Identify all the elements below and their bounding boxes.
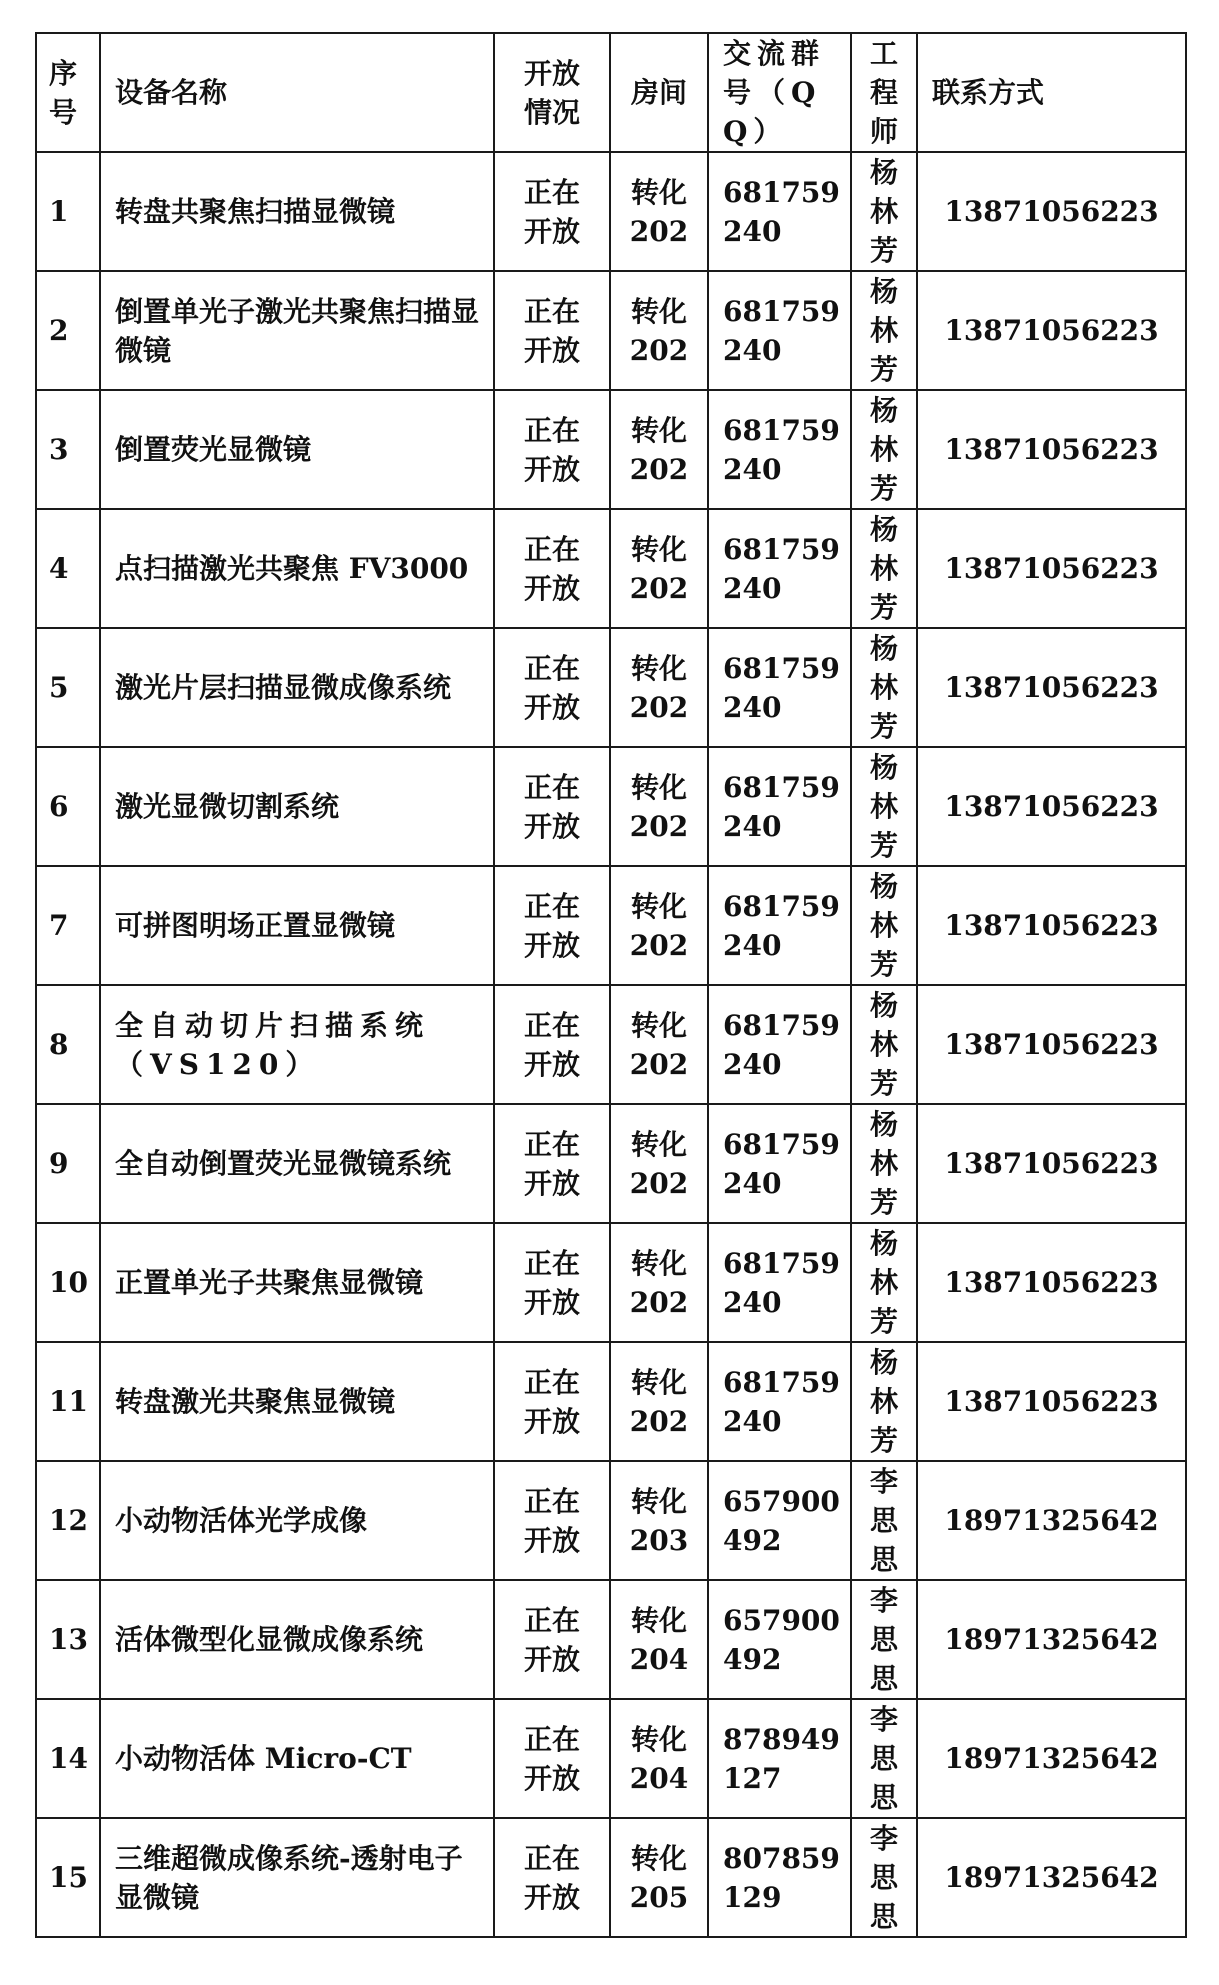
- row-engineer-cell: [851, 1104, 917, 1223]
- row-contact: 18971325642: [944, 1504, 1159, 1537]
- row-room: 转化202: [629, 413, 689, 486]
- row-contact: 13871056223: [944, 1147, 1159, 1180]
- row-engineer: 杨林芳: [869, 632, 898, 743]
- row-no: 8: [49, 1028, 69, 1061]
- row-contact-cell: [917, 152, 1186, 271]
- table-row: [36, 1104, 1186, 1223]
- row-qq-group: 681759240: [723, 175, 840, 248]
- row-qq-group: 681759240: [723, 1008, 840, 1081]
- row-engineer-cell: [851, 1342, 917, 1461]
- row-equipment-name: 转盘共聚焦扫描显微镜: [115, 195, 396, 228]
- row-contact: 13871056223: [944, 552, 1159, 585]
- row-qq-group-cell: [708, 1818, 851, 1937]
- row-contact: 13871056223: [944, 671, 1159, 704]
- row-no-cell: [36, 1104, 100, 1223]
- row-open-status-cell: [494, 271, 610, 390]
- row-equipment-name-cell: [100, 985, 494, 1104]
- row-engineer-cell: [851, 509, 917, 628]
- table-row: [36, 509, 1186, 628]
- row-equipment-name-cell: [100, 271, 494, 390]
- header-contact-cell: [917, 33, 1186, 152]
- row-room: 转化202: [629, 1008, 689, 1081]
- row-equipment-name-cell: [100, 628, 494, 747]
- row-room: 转化202: [629, 1127, 689, 1200]
- row-no-cell: [36, 1223, 100, 1342]
- row-open-status: 正在开放: [523, 889, 580, 962]
- row-equipment-name-cell: [100, 1818, 494, 1937]
- row-room-cell: [610, 509, 708, 628]
- row-no-cell: [36, 1342, 100, 1461]
- row-qq-group: 681759240: [723, 1365, 840, 1438]
- row-no: 5: [49, 671, 69, 704]
- row-no: 9: [49, 1147, 69, 1180]
- header-contact: 联系方式: [932, 76, 1045, 109]
- row-qq-group: 681759240: [723, 413, 840, 486]
- row-room-cell: [610, 628, 708, 747]
- row-engineer-cell: [851, 1699, 917, 1818]
- row-contact-cell: [917, 1342, 1186, 1461]
- row-engineer-cell: [851, 390, 917, 509]
- row-contact: 18971325642: [944, 1861, 1159, 1894]
- row-room-cell: [610, 1818, 708, 1937]
- row-qq-group: 681759240: [723, 889, 840, 962]
- row-no-cell: [36, 509, 100, 628]
- row-equipment-name: 点扫描激光共聚焦 FV3000: [115, 552, 469, 585]
- header-room: 房间: [630, 76, 687, 109]
- row-no-cell: [36, 747, 100, 866]
- row-contact-cell: [917, 1580, 1186, 1699]
- row-qq-group-cell: [708, 1580, 851, 1699]
- row-no-cell: [36, 271, 100, 390]
- row-no: 15: [49, 1861, 88, 1894]
- row-engineer: 李思思: [869, 1584, 898, 1695]
- row-open-status: 正在开放: [523, 1246, 580, 1319]
- row-qq-group: 681759240: [723, 1127, 840, 1200]
- row-room: 转化202: [629, 532, 689, 605]
- row-room: 转化202: [629, 651, 689, 724]
- row-open-status: 正在开放: [523, 1722, 580, 1795]
- row-engineer: 李思思: [869, 1822, 898, 1933]
- table-row: [36, 271, 1186, 390]
- row-no-cell: [36, 152, 100, 271]
- row-room: 转化202: [629, 1246, 689, 1319]
- row-qq-group-cell: [708, 271, 851, 390]
- row-no: 11: [49, 1385, 88, 1418]
- row-open-status: 正在开放: [523, 413, 580, 486]
- table-row: [36, 152, 1186, 271]
- row-open-status: 正在开放: [523, 770, 580, 843]
- row-equipment-name-cell: [100, 1461, 494, 1580]
- table-row: [36, 1580, 1186, 1699]
- row-open-status-cell: [494, 866, 610, 985]
- row-engineer: 杨林芳: [869, 1227, 898, 1338]
- table-row: [36, 747, 1186, 866]
- row-qq-group-cell: [708, 1461, 851, 1580]
- row-engineer-cell: [851, 1818, 917, 1937]
- row-qq-group-cell: [708, 985, 851, 1104]
- row-open-status: 正在开放: [523, 294, 580, 367]
- row-no: 10: [49, 1266, 88, 1299]
- table-row: [36, 390, 1186, 509]
- table-row: [36, 1818, 1186, 1937]
- row-equipment-name-cell: [100, 1580, 494, 1699]
- header-open: 开放情况: [523, 56, 580, 129]
- table-header-row: [36, 33, 1186, 152]
- row-engineer: 杨林芳: [869, 1346, 898, 1457]
- row-contact: 18971325642: [944, 1742, 1159, 1775]
- row-no-cell: [36, 390, 100, 509]
- row-open-status: 正在开放: [523, 651, 580, 724]
- row-room-cell: [610, 1342, 708, 1461]
- row-qq-group-cell: [708, 628, 851, 747]
- row-qq-group: 681759240: [723, 294, 840, 367]
- row-engineer: 杨林芳: [869, 156, 898, 267]
- table-row: [36, 1699, 1186, 1818]
- header-open-cell: [494, 33, 610, 152]
- row-room-cell: [610, 985, 708, 1104]
- row-no-cell: [36, 985, 100, 1104]
- row-engineer-cell: [851, 1580, 917, 1699]
- header-engineer: 工程师: [869, 37, 898, 148]
- table-row: [36, 1223, 1186, 1342]
- header-engineer-cell: [851, 33, 917, 152]
- row-open-status-cell: [494, 509, 610, 628]
- row-qq-group-cell: [708, 1342, 851, 1461]
- row-room-cell: [610, 1461, 708, 1580]
- row-room-cell: [610, 271, 708, 390]
- row-no: 1: [49, 195, 69, 228]
- row-open-status: 正在开放: [523, 1841, 580, 1914]
- row-contact-cell: [917, 1223, 1186, 1342]
- row-open-status-cell: [494, 1461, 610, 1580]
- row-contact: 13871056223: [944, 790, 1159, 823]
- row-room-cell: [610, 1699, 708, 1818]
- row-no: 7: [49, 909, 69, 942]
- row-no: 13: [49, 1623, 88, 1656]
- row-engineer: 杨林芳: [869, 1108, 898, 1219]
- row-open-status-cell: [494, 390, 610, 509]
- row-engineer: 杨林芳: [869, 275, 898, 386]
- row-open-status-cell: [494, 1818, 610, 1937]
- row-qq-group-cell: [708, 509, 851, 628]
- row-contact-cell: [917, 509, 1186, 628]
- row-qq-group: 681759240: [723, 770, 840, 843]
- row-open-status-cell: [494, 628, 610, 747]
- header-name-cell: [100, 33, 494, 152]
- row-equipment-name: 全自动倒置荧光显微镜系统: [115, 1147, 452, 1180]
- row-room: 转化204: [629, 1722, 689, 1795]
- row-engineer-cell: [851, 985, 917, 1104]
- row-room: 转化202: [629, 1365, 689, 1438]
- row-equipment-name: 可拼图明场正置显微镜: [115, 909, 396, 942]
- row-engineer: 李思思: [869, 1465, 898, 1576]
- row-open-status: 正在开放: [523, 1484, 580, 1557]
- row-qq-group-cell: [708, 1223, 851, 1342]
- row-qq-group-cell: [708, 866, 851, 985]
- row-engineer-cell: [851, 271, 917, 390]
- row-engineer-cell: [851, 152, 917, 271]
- row-open-status: 正在开放: [523, 1008, 580, 1081]
- row-open-status-cell: [494, 1699, 610, 1818]
- row-no: 14: [49, 1742, 88, 1775]
- row-no: 12: [49, 1504, 88, 1537]
- row-qq-group: 681759240: [723, 1246, 840, 1319]
- row-equipment-name: 激光显微切割系统: [115, 790, 340, 823]
- row-qq-group: 878949127: [723, 1722, 840, 1795]
- row-room: 转化205: [629, 1841, 689, 1914]
- row-no: 4: [49, 552, 69, 585]
- row-contact: 13871056223: [944, 909, 1159, 942]
- row-qq-group-cell: [708, 390, 851, 509]
- row-room: 转化202: [629, 175, 689, 248]
- row-contact-cell: [917, 1461, 1186, 1580]
- row-room-cell: [610, 152, 708, 271]
- row-engineer-cell: [851, 747, 917, 866]
- row-room-cell: [610, 1104, 708, 1223]
- row-open-status: 正在开放: [523, 532, 580, 605]
- row-contact: 13871056223: [944, 1385, 1159, 1418]
- row-equipment-name: 转盘激光共聚焦显微镜: [115, 1385, 396, 1418]
- row-engineer-cell: [851, 866, 917, 985]
- header-qq-cell: [708, 33, 851, 152]
- table-row: [36, 985, 1186, 1104]
- row-open-status: 正在开放: [523, 1603, 580, 1676]
- row-room-cell: [610, 1223, 708, 1342]
- row-contact: 13871056223: [944, 195, 1159, 228]
- row-qq-group: 681759240: [723, 532, 840, 605]
- table-row: [36, 628, 1186, 747]
- row-qq-group-cell: [708, 1104, 851, 1223]
- row-qq-group: 657900492: [723, 1603, 840, 1676]
- row-contact: 13871056223: [944, 1266, 1159, 1299]
- row-equipment-name: 三维超微成像系统-透射电子显微镜: [115, 1841, 463, 1914]
- row-contact-cell: [917, 747, 1186, 866]
- row-equipment-name: 激光片层扫描显微成像系统: [115, 671, 452, 704]
- row-no-cell: [36, 1580, 100, 1699]
- row-contact-cell: [917, 1699, 1186, 1818]
- row-equipment-name-cell: [100, 152, 494, 271]
- row-equipment-name-cell: [100, 1104, 494, 1223]
- row-contact-cell: [917, 1104, 1186, 1223]
- row-open-status-cell: [494, 1104, 610, 1223]
- table-row: [36, 866, 1186, 985]
- row-no: 3: [49, 433, 69, 466]
- row-room: 转化204: [629, 1603, 689, 1676]
- row-open-status-cell: [494, 152, 610, 271]
- row-open-status: 正在开放: [523, 1127, 580, 1200]
- row-no-cell: [36, 1461, 100, 1580]
- row-room-cell: [610, 390, 708, 509]
- header-room-cell: [610, 33, 708, 152]
- row-contact: 18971325642: [944, 1623, 1159, 1656]
- row-qq-group: 657900492: [723, 1484, 840, 1557]
- row-open-status-cell: [494, 1580, 610, 1699]
- row-contact: 13871056223: [944, 1028, 1159, 1061]
- row-equipment-name-cell: [100, 1699, 494, 1818]
- row-equipment-name-cell: [100, 747, 494, 866]
- row-equipment-name: 正置单光子共聚焦显微镜: [115, 1266, 424, 1299]
- row-engineer: 杨林芳: [869, 989, 898, 1100]
- row-equipment-name-cell: [100, 866, 494, 985]
- row-open-status-cell: [494, 985, 610, 1104]
- row-equipment-name: 倒置荧光显微镜: [115, 433, 312, 466]
- row-contact-cell: [917, 271, 1186, 390]
- row-room-cell: [610, 1580, 708, 1699]
- row-room: 转化202: [629, 294, 689, 367]
- header-no-cell: [36, 33, 100, 152]
- row-contact: 13871056223: [944, 314, 1159, 347]
- row-contact-cell: [917, 1818, 1186, 1937]
- header-qq: 交流群号（QQ）: [723, 37, 826, 148]
- row-equipment-name: 小动物活体光学成像: [115, 1504, 368, 1537]
- row-no-cell: [36, 628, 100, 747]
- row-engineer-cell: [851, 1461, 917, 1580]
- table-row: [36, 1461, 1186, 1580]
- row-engineer-cell: [851, 1223, 917, 1342]
- row-engineer: 杨林芳: [869, 394, 898, 505]
- row-open-status-cell: [494, 1223, 610, 1342]
- row-no: 6: [49, 790, 69, 823]
- row-qq-group-cell: [708, 152, 851, 271]
- row-engineer: 李思思: [869, 1703, 898, 1814]
- row-equipment-name-cell: [100, 1342, 494, 1461]
- row-equipment-name-cell: [100, 390, 494, 509]
- equipment-table-container: [35, 32, 1185, 1938]
- row-no: 2: [49, 314, 69, 347]
- row-no-cell: [36, 866, 100, 985]
- row-engineer: 杨林芳: [869, 870, 898, 981]
- row-equipment-name: 活体微型化显微成像系统: [115, 1623, 424, 1656]
- row-equipment-name-cell: [100, 1223, 494, 1342]
- row-no-cell: [36, 1818, 100, 1937]
- row-equipment-name: 倒置单光子激光共聚焦扫描显微镜: [115, 294, 480, 367]
- row-engineer: 杨林芳: [869, 513, 898, 624]
- row-equipment-name: 小动物活体 Micro-CT: [115, 1742, 412, 1775]
- equipment-table: [35, 32, 1187, 1938]
- row-room-cell: [610, 866, 708, 985]
- row-room: 转化202: [629, 889, 689, 962]
- row-open-status: 正在开放: [523, 1365, 580, 1438]
- header-no: 序号: [49, 56, 78, 129]
- row-open-status-cell: [494, 747, 610, 866]
- row-no-cell: [36, 1699, 100, 1818]
- row-contact-cell: [917, 628, 1186, 747]
- row-equipment-name: 全自动切片扫描系统（VS120）: [115, 1008, 431, 1081]
- row-room-cell: [610, 747, 708, 866]
- row-room: 转化203: [629, 1484, 689, 1557]
- row-open-status: 正在开放: [523, 175, 580, 248]
- row-equipment-name-cell: [100, 509, 494, 628]
- row-open-status-cell: [494, 1342, 610, 1461]
- table-row: [36, 1342, 1186, 1461]
- row-contact-cell: [917, 985, 1186, 1104]
- row-contact-cell: [917, 866, 1186, 985]
- row-qq-group: 681759240: [723, 651, 840, 724]
- row-qq-group-cell: [708, 747, 851, 866]
- row-qq-group-cell: [708, 1699, 851, 1818]
- row-room: 转化202: [629, 770, 689, 843]
- row-qq-group: 807859129: [723, 1841, 840, 1914]
- row-contact: 13871056223: [944, 433, 1159, 466]
- row-engineer-cell: [851, 628, 917, 747]
- header-name: 设备名称: [115, 76, 228, 109]
- row-engineer: 杨林芳: [869, 751, 898, 862]
- row-contact-cell: [917, 390, 1186, 509]
